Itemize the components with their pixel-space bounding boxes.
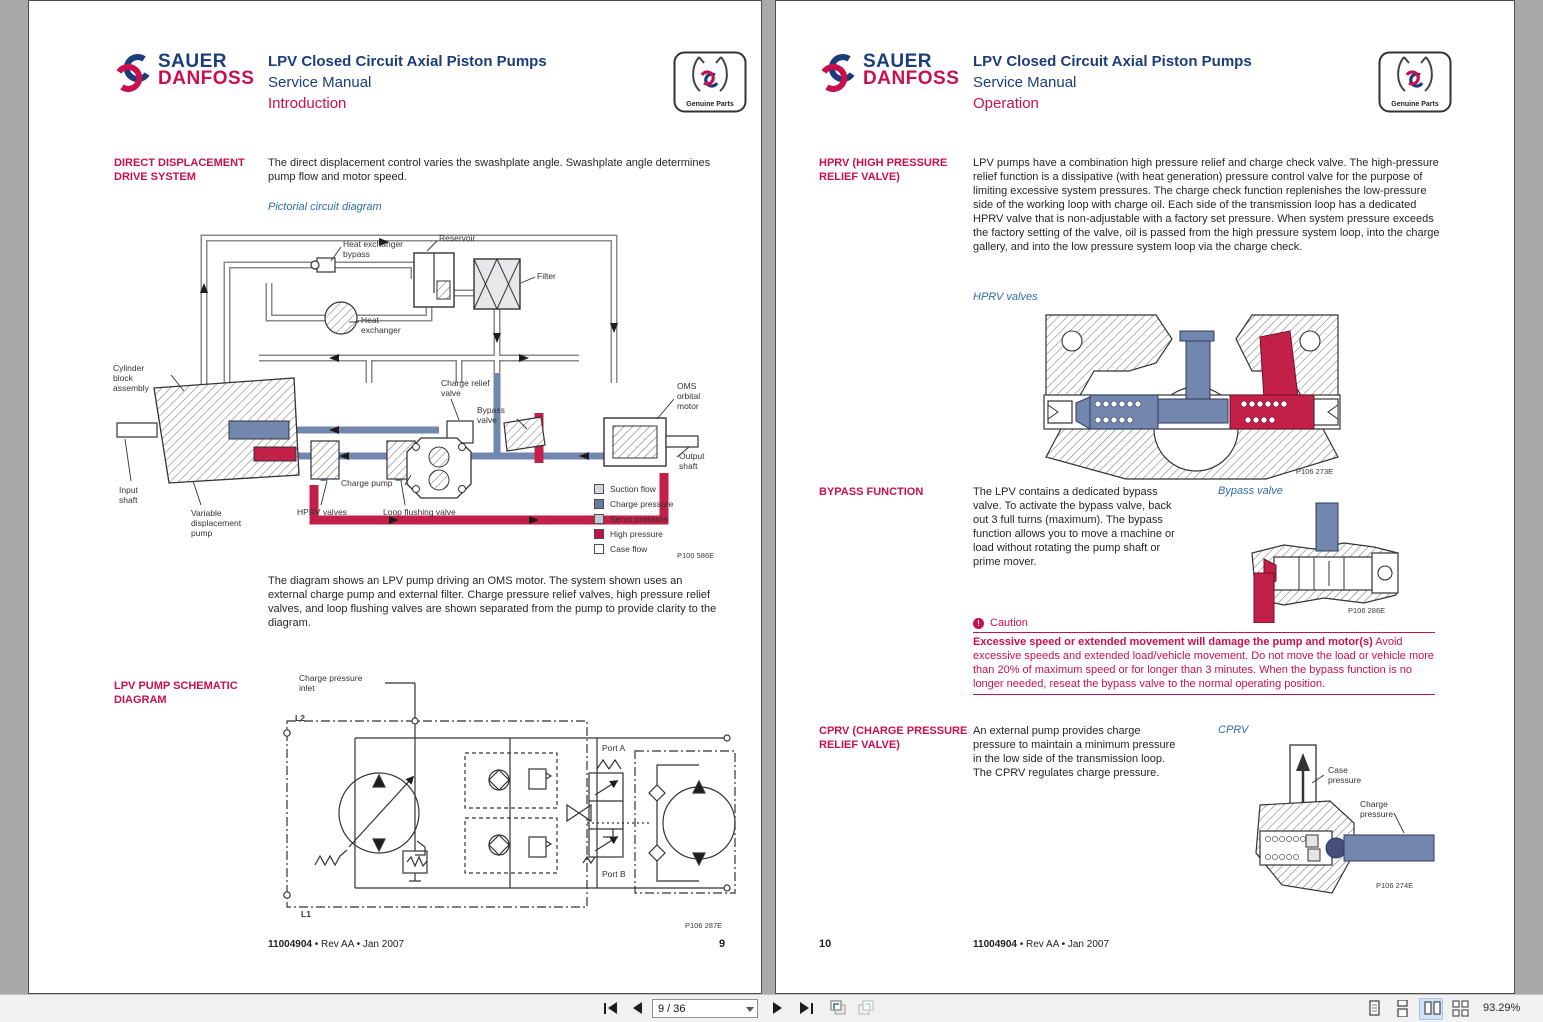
legend-swatch-case [594,544,604,554]
bypass-valve-art [1244,501,1406,623]
genuine-parts-label: Genuine Parts [1391,101,1439,108]
genuine-parts-label: Genuine Parts [686,101,734,108]
footer-revision: • Rev AA • Jan 2007 [1019,939,1110,950]
section-heading-schematic: LPV PUMP SCHEMATIC DIAGRAM [114,680,238,706]
direct-displacement-body: The direct displacement control varies the swashplate angle. Swashplate angle determines pump flow and motor speed. [268,157,711,183]
next-view-icon [857,1000,875,1016]
pdf-page-right [775,0,1515,994]
label-loop-flushing-valve: Loop flushing valve [383,507,456,517]
hprv-valves-figure [1034,307,1350,483]
hprv-body: LPV pumps have a combination high pressure relief and charge check valve. The high-pressure relief function is a dissipative (with heat generation) pressure control valve for the purpose of limiting excessive system pressures. The charge check function replenishes the low-pressure side of the working loop with charge oil. Each side of the transmission loop has a dedicated HPRV valve that is non-adjustable with a factory set pressure. When system pressure exceeds the factory setting of the valve, oil is passed from the high pressure system loop, into the charge gallery, and into the low pressure system loop via the charge check. [973,157,1440,253]
label-bypass-valve: Bypass valve [477,405,505,425]
footer-revision: • Rev AA • Jan 2007 [314,939,405,950]
footer-right [973,939,1109,950]
figure-code-pictorial: P100 586E [677,551,715,560]
page-number-right: 10 [819,938,832,950]
footer-doc-number: 11004904 [268,939,312,950]
legend-item [594,496,673,511]
figure-code-bypass: P106 286E [1348,606,1386,615]
legend-swatch-charge [594,499,604,509]
previous-view-button[interactable] [828,998,848,1018]
section-heading-cprv: CPRV (CHARGE PRESSURE RELIEF VALVE) [819,725,968,751]
next-view-button[interactable] [856,998,876,1018]
pictorial-note: The diagram shows an LPV pump driving an OMS motor. The system shown uses an external charge pump and external filter. Charge pressure relief valves, high pressure relief valves, and loop flushing valves are shown separated from the pump to provide clarity to the diagram. [268,575,717,629]
figure-code-cprv: P106 274E [1376,881,1414,890]
page-number-box[interactable] [652,999,758,1018]
legend-swatch-servo [594,514,604,524]
doc-title: LPV Closed Circuit Axial Piston Pumps [268,53,547,70]
bypass-valve-figure [1244,501,1406,623]
last-page-button[interactable] [794,998,818,1018]
page-number-left: 9 [719,938,726,950]
sauer-danfoss-logo-icon [114,53,152,93]
label-charge-pressure-inlet: Charge pressure inlet [299,673,363,693]
sauer-danfoss-logo [114,53,254,93]
cprv-caption: CPRV [1218,724,1249,736]
next-page-button[interactable] [768,998,786,1018]
page-dropdown-caret-icon[interactable] [746,1007,754,1012]
doc-subtitle: Service Manual [268,74,372,91]
doc-subtitle: Service Manual [973,74,1077,91]
zoom-level[interactable]: 93.29% [1483,1002,1521,1014]
caution-rest: Avoid excessive speeds and extended load/vehicle movement. Do not move the load or vehicle more than 20% of maximum speed or for longer than 3 minutes. When the bypass function is no longer needed, reseat the bypass valve to the normal operating position. [973,636,1435,690]
label-reservoir: Reservoir [439,233,476,243]
layout-two-page-continuous-button[interactable] [1450,998,1470,1018]
label-input-shaft: Input shaft [119,485,138,505]
hprv-valves-art [1034,307,1350,483]
layout-two-page-button[interactable] [1422,998,1442,1018]
two-page-continuous-icon [1452,1000,1469,1017]
label-port-b: Port B [602,869,626,879]
cprv-body: An external pump provides charge pressure to maintain a minimum pressure in the low side of the transmission loop. The CPRV regulates charge pressure. [973,725,1176,779]
genuine-parts-badge [673,51,747,115]
label-filter: Filter [537,271,556,281]
genuine-parts-badge [1378,51,1452,115]
legend-label: Servo pressure [610,513,668,524]
legend-item [594,526,673,541]
section-heading-direct-displacement: DIRECT DISPLACEMENT DRIVE SYSTEM [114,157,245,183]
bypass-caption: Bypass valve [1218,485,1283,497]
viewer-toolbar [0,994,1543,1022]
brand-sauer: SAUER [158,51,228,72]
label-hprv-valves: HPRV valves [297,507,347,517]
brand-danfoss: DANFOSS [863,68,960,89]
doc-section: Operation [973,95,1039,112]
legend-label: Case flow [610,543,648,554]
schematic-art [257,673,762,943]
section-heading-bypass: BYPASS FUNCTION [819,486,924,498]
flow-legend [594,481,673,556]
label-cylinder-block-assembly: Cylinder block assembly [113,363,149,393]
legend-label: Suction flow [610,483,656,494]
footer-doc-number: 11004904 [973,939,1017,950]
first-page-button[interactable] [598,998,622,1018]
caution-bold: Excessive speed or extended movement will damage the pump and motor(s) [973,636,1373,648]
label-oms-orbital-motor: OMS orbital motor [677,381,701,411]
cprv-figure [1252,743,1437,911]
lpv-pump-schematic [257,673,762,943]
figure-code-schematic: P106 287E [685,921,723,930]
pictorial-circuit-diagram [89,223,739,571]
label-variable-displacement-pump: Variable displacement pump [191,508,242,538]
figure-code-hprv: P106 273E [1296,467,1334,476]
legend-item [594,481,673,496]
label-case-pressure: Case pressure [1328,765,1362,785]
legend-label: Charge pressure [610,498,674,509]
bypass-body: The LPV contains a dedicated bypass valve. To activate the bypass valve, back out 3 full turns (maximum). The bypass function allows you to move a machine or load without rotating the pump shaft or prime mover. [973,486,1175,568]
pictorial-caption: Pictorial circuit diagram [268,201,382,213]
caution-title: Caution [990,617,1028,629]
brand-danfoss: DANFOSS [158,68,255,89]
label-heat-exchanger-bypass: Heat exchanger bypass [343,239,404,259]
label-l2: L2 [295,713,305,723]
legend-swatch-high [594,529,604,539]
layout-single-page-button[interactable] [1364,998,1384,1018]
label-charge-relief-valve: Charge relief valve [441,378,490,398]
label-charge-pressure: Charge pressure [1360,799,1394,819]
two-page-view-icon [1424,1000,1441,1017]
label-output-shaft: Output shaft [679,451,705,471]
footer-left [268,939,404,950]
pdf-page-left [28,0,762,994]
legend-item [594,541,673,556]
label-charge-pump: Charge pump [341,478,393,488]
label-l1: L1 [301,909,311,919]
brand-sauer: SAUER [863,51,933,72]
label-port-a: Port A [602,743,626,753]
caution-block [973,617,1435,695]
sauer-danfoss-logo-icon [819,53,857,93]
layout-continuous-button[interactable] [1392,998,1412,1018]
continuous-scroll-icon [1395,1000,1410,1017]
caution-heading [973,617,1435,629]
single-page-icon [1367,1000,1382,1017]
legend-item [594,511,673,526]
caution-icon: ! [973,618,984,629]
previous-page-button[interactable] [628,998,646,1018]
previous-view-icon [829,1000,847,1016]
sauer-danfoss-logo [819,53,959,93]
label-heat-exchanger: Heat exchanger [361,315,401,335]
hprv-caption: HPRV valves [973,291,1038,303]
legend-swatch-suction [594,484,604,494]
doc-section: Introduction [268,95,347,112]
legend-label: High pressure [610,528,663,539]
doc-title: LPV Closed Circuit Axial Piston Pumps [973,53,1252,70]
page-number-input[interactable] [653,1000,746,1017]
caution-text [973,632,1435,695]
section-heading-hprv: HPRV (HIGH PRESSURE RELIEF VALVE) [819,157,948,183]
